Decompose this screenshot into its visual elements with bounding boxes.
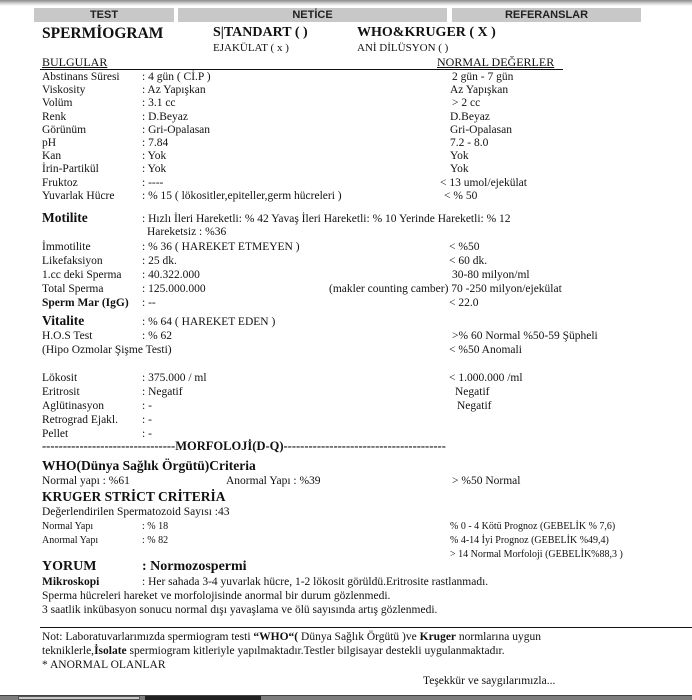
- result-normal: Gri-Opalasan: [450, 123, 512, 136]
- who-reference: > %50 Normal: [452, 475, 521, 487]
- kruger-abnormal-value: : % 82: [142, 535, 169, 546]
- bottom-tab-2[interactable]: [145, 696, 261, 700]
- result-value: : -: [142, 428, 152, 440]
- result-value: : % 36 ( HAREKET ETMEYEN ): [142, 241, 300, 253]
- kruger-ref-3: > 14 Normal Morfoloji (GEBELİK%88,3 ): [450, 549, 623, 560]
- motility-line2: Hareketsiz : %36: [147, 226, 227, 238]
- result-value: : Negatif: [142, 386, 183, 398]
- comment-line-3: 3 saatlik inkübasyon sonucu normal dışı yavaşlama ve ölü sayısında artış gözlenmedi.: [42, 604, 438, 616]
- result-label: pH: [42, 137, 57, 149]
- hos-sublabel: (Hipo Ozmolar Şişme Testi): [42, 344, 172, 356]
- result-value: : -: [142, 400, 152, 412]
- result-label: Yuvarlak Hücre: [42, 189, 115, 202]
- result-label: Aglütinasyon: [42, 400, 104, 412]
- result-normal: Az Yapışkan: [450, 84, 509, 97]
- result-value: : Yok: [142, 163, 167, 176]
- mar-value: : --: [142, 297, 156, 309]
- result-value: : 4 gün ( Cİ.P ): [142, 71, 211, 83]
- result-value: : 40.322.000: [142, 269, 200, 281]
- kruger-count: Değerlendirilen Spermatozoid Sayısı :43: [42, 506, 230, 518]
- result-value: : 375.000 / ml: [142, 372, 207, 384]
- result-normal: < %50: [449, 241, 480, 253]
- hos-normal-1: >% 60 Normal %50-59 Şüpheli: [452, 330, 598, 342]
- hos-label: H.O.S Test: [42, 330, 93, 342]
- result-label: Viskosity: [42, 84, 86, 97]
- bottom-tab-1[interactable]: [18, 696, 140, 700]
- mar-label: Sperm Mar (IgG): [42, 297, 129, 309]
- result-label: İmmotilite: [42, 241, 91, 253]
- option-ani-dilusyon: ANİ DİLÜSYON ( ): [357, 42, 449, 54]
- note-prefix: Not: Laboratuvarlarımızda spermiogram testi: [42, 631, 254, 643]
- note-divider: [40, 627, 692, 628]
- hos-normal-2: < %50 Anomali: [449, 344, 522, 356]
- result-label: Abstinans Süresi: [42, 71, 120, 83]
- result-label: Kan: [42, 150, 62, 163]
- note-line2b: spermiogram kitleriyle yapılmaktadır.Testler bilgisayar destekli uygulanmaktadır.: [126, 645, 505, 657]
- result-normal: > 2 cc: [452, 97, 481, 110]
- result-value: : Gri-Opalasan: [142, 123, 211, 136]
- result-value: : Yok: [142, 150, 167, 163]
- header-test: TEST: [34, 8, 174, 22]
- vitality-label: Vitalite: [42, 313, 85, 328]
- closing-thanks: Teşekkür ve saygılarımızla...: [423, 675, 556, 687]
- result-value: : 7.84: [142, 137, 169, 149]
- who-normal: Normal yapı : %61: [42, 475, 130, 487]
- result-label: Retrograd Ejakl.: [42, 414, 119, 426]
- kruger-ref-2: % 4-14 İyi Prognoz (GEBELİK %49,4): [450, 535, 609, 546]
- comment-label: YORUM: [42, 559, 97, 574]
- result-value: : % 15 ( lökositler,epiteller,germ hücreleri ): [142, 189, 342, 202]
- option-ejakulat: EJAKÜLAT ( x ): [213, 42, 289, 54]
- note-line2a: tekniklerle,: [42, 645, 95, 657]
- option-standart: S|TANDART ( ): [213, 25, 308, 40]
- result-value: : 3.1 cc: [142, 97, 176, 110]
- result-normal: (makler counting camber) 70 -250 milyon/ejekülat: [329, 283, 562, 295]
- motility-line1: : Hızlı İleri Hareketli: % 42 Yavaş İleri Hareketli: % 10 Yerinde Hareketli: % 12: [142, 213, 511, 225]
- result-value: : 125.000.000: [142, 283, 206, 295]
- kruger-normal-value: : % 18: [142, 521, 169, 532]
- result-label: Likefaksiyon: [42, 255, 103, 267]
- result-label: Lökosit: [42, 372, 78, 384]
- result-value: : ----: [142, 176, 164, 189]
- option-who-kruger: WHO&KRUGER ( X ): [357, 25, 496, 40]
- result-normal: Negatif: [457, 400, 492, 412]
- result-label: Renk: [42, 110, 67, 123]
- note-line-2: [42, 645, 505, 658]
- note-who: “WHO“(: [253, 631, 299, 643]
- microscopy-value: : Her sahada 3-4 yuvarlak hücre, 1-2 lökosit görüldü.Eritrosite rastlanmadı.: [142, 576, 489, 588]
- result-label: Fruktoz: [42, 176, 78, 189]
- result-normal: < 13 umol/ejekülat: [440, 176, 527, 189]
- result-label: Volüm: [42, 97, 73, 110]
- result-label: Görünüm: [42, 123, 87, 136]
- abnormal-legend: * ANORMAL OLANLAR: [42, 659, 166, 671]
- kruger-title: KRUGER STRİCT CRİTERİA: [42, 489, 226, 504]
- result-value: : D.Beyaz: [142, 110, 188, 123]
- result-normal: D.Beyaz: [450, 110, 490, 123]
- result-value: : Az Yapışkan: [142, 84, 206, 97]
- hos-value: : % 62: [142, 330, 173, 342]
- result-label: 1.cc deki Sperma: [42, 269, 122, 281]
- normal-values-header: NORMAL DEĞERLER: [437, 55, 555, 69]
- result-label: Eritrosit: [42, 386, 80, 398]
- header-divider: [40, 69, 563, 70]
- who-criteria-title: WHO(Dünya Sağlık Örgütü)Criteria: [42, 458, 256, 473]
- result-value: : 25 dk.: [142, 255, 177, 267]
- note-kruger: Kruger: [419, 631, 457, 643]
- who-abnormal: Anormal Yapı : %39: [226, 475, 321, 487]
- comment-line-2: Sperma hücreleri hareket ve morfolojisinde anormal bir durum gözlenmedi.: [42, 590, 391, 602]
- result-value: : -: [142, 414, 152, 426]
- result-normal: 7.2 - 8.0: [450, 137, 489, 149]
- mar-normal: < 22.0: [449, 297, 479, 309]
- findings-header: BULGULAR: [42, 55, 108, 69]
- result-normal: Yok: [450, 163, 469, 176]
- morphology-divider: --------------------------------MORFOLOJİ(D-Q)---------------------------------------: [42, 439, 446, 453]
- result-label: İrin-Partikül: [42, 163, 99, 176]
- report-title: SPERMİOGRAM: [42, 25, 164, 42]
- result-normal: < 1.000.000 /ml: [449, 372, 523, 384]
- vitality-value: : % 64 ( HAREKET EDEN ): [142, 316, 276, 328]
- motility-label: Motilite: [42, 210, 88, 225]
- microscopy-label: Mikroskopi: [42, 576, 100, 588]
- note-mid: Dünya Sağlık Örgütü )ve: [298, 631, 420, 643]
- header-reference: REFERANSLAR: [452, 8, 641, 22]
- header-result: NETİCE: [178, 8, 447, 22]
- result-normal: < % 50: [444, 189, 478, 202]
- top-shadow: [0, 0, 692, 6]
- result-normal: 2 gün - 7 gün: [452, 71, 514, 83]
- comment-value: : Normozospermi: [142, 559, 247, 574]
- result-label: Total Sperma: [42, 283, 104, 295]
- note-suffix: normlarına uygun: [456, 631, 541, 643]
- kruger-abnormal-label: Anormal Yapı: [42, 535, 99, 546]
- kruger-ref-1: % 0 - 4 Kötü Prognoz (GEBELİK % 7,6): [450, 521, 616, 532]
- kruger-normal-label: Normal Yapı: [42, 521, 94, 532]
- note-isolate: İsolate: [94, 645, 127, 657]
- result-label: Pellet: [42, 428, 69, 440]
- note-line-1: [42, 631, 541, 644]
- result-normal: Yok: [450, 150, 469, 163]
- result-normal: < 60 dk.: [449, 255, 488, 267]
- result-normal: 30-80 milyon/ml: [452, 269, 530, 281]
- result-normal: Negatif: [455, 386, 490, 398]
